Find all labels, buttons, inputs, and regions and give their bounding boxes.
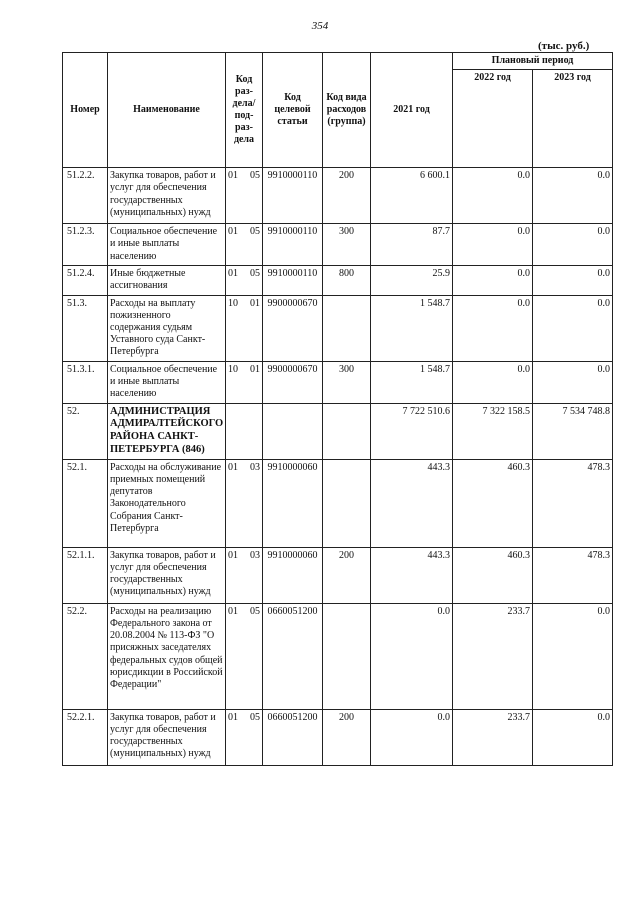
row-section-code xyxy=(226,547,263,603)
table-row xyxy=(63,547,613,603)
row-target-code: 9910000060 xyxy=(263,547,323,603)
row-value-2021: 1 548.7 xyxy=(371,361,453,403)
subsection-code: 03 xyxy=(250,461,260,473)
row-number: 52.2.1. xyxy=(63,709,108,765)
row-value-2023: 0.0 xyxy=(533,224,613,266)
row-expense-code xyxy=(323,295,371,361)
row-value-2021: 7 722 510.6 xyxy=(371,403,453,459)
row-value-2022: 460.3 xyxy=(453,547,533,603)
table-row xyxy=(63,403,613,459)
row-expense-code xyxy=(323,403,371,459)
row-value-2023: 478.3 xyxy=(533,547,613,603)
row-number: 52.1. xyxy=(63,459,108,547)
subsection-code: 03 xyxy=(250,549,260,561)
row-section-code xyxy=(226,361,263,403)
row-value-2023: 0.0 xyxy=(533,709,613,765)
table-row xyxy=(63,224,613,266)
header-section: Код раз-дела/ под-раз-дела xyxy=(226,53,263,168)
subsection-code: 05 xyxy=(250,170,260,182)
subsection-code: 01 xyxy=(250,297,260,309)
row-value-2021: 443.3 xyxy=(371,459,453,547)
row-number: 51.3.1. xyxy=(63,361,108,403)
row-target-code: 0660051200 xyxy=(263,603,323,709)
row-section-code xyxy=(226,295,263,361)
row-name: АДМИНИСТРАЦИЯ АДМИРАЛТЕЙСКОГО РАЙОНА САНКТ-ПЕТЕРБУРГА (846) xyxy=(108,403,226,459)
section-code: 01 xyxy=(228,549,238,561)
row-name: Социальное обеспечение и иные выплаты населению xyxy=(108,224,226,266)
row-name: Закупка товаров, работ и услуг для обеспечения государственных (муниципальных) нужд xyxy=(108,547,226,603)
row-section-code xyxy=(226,403,263,459)
row-number: 51.2.2. xyxy=(63,168,108,224)
row-expense-code: 200 xyxy=(323,547,371,603)
row-expense-code: 300 xyxy=(323,361,371,403)
row-value-2021: 0.0 xyxy=(371,603,453,709)
row-name: Социальное обеспечение и иные выплаты населению xyxy=(108,361,226,403)
row-value-2022: 0.0 xyxy=(453,266,533,295)
row-number: 52. xyxy=(63,403,108,459)
row-expense-code: 300 xyxy=(323,224,371,266)
row-name: Расходы на выплату пожизненного содержания судьям Уставного суда Санкт-Петербурга xyxy=(108,295,226,361)
subsection-code: 05 xyxy=(250,605,260,617)
row-number: 52.1.1. xyxy=(63,547,108,603)
row-value-2021: 6 600.1 xyxy=(371,168,453,224)
row-value-2023: 0.0 xyxy=(533,295,613,361)
row-value-2023: 0.0 xyxy=(533,361,613,403)
row-value-2022: 233.7 xyxy=(453,603,533,709)
row-value-2022: 0.0 xyxy=(453,361,533,403)
row-expense-code: 200 xyxy=(323,168,371,224)
section-code: 01 xyxy=(228,605,238,617)
section-code: 10 xyxy=(228,297,238,309)
row-value-2022: 460.3 xyxy=(453,459,533,547)
row-number: 52.2. xyxy=(63,603,108,709)
row-section-code xyxy=(226,459,263,547)
row-section-code xyxy=(226,168,263,224)
header-target: Код целевой статьи xyxy=(263,53,323,168)
row-value-2023: 478.3 xyxy=(533,459,613,547)
section-code: 10 xyxy=(228,363,238,375)
table-row xyxy=(63,603,613,709)
unit-label: (тыс. руб.) xyxy=(538,40,590,52)
row-name: Расходы на обслуживание приемных помещений депутатов Законодательного Собрания Санкт-Петербурга xyxy=(108,459,226,547)
row-value-2022: 7 322 158.5 xyxy=(453,403,533,459)
row-target-code xyxy=(263,403,323,459)
row-value-2023: 0.0 xyxy=(533,266,613,295)
header-expense: Код вида расходов (группа) xyxy=(323,53,371,168)
section-code: 01 xyxy=(228,226,238,238)
row-section-code xyxy=(226,224,263,266)
row-number: 51.2.3. xyxy=(63,224,108,266)
row-value-2023: 0.0 xyxy=(533,168,613,224)
row-target-code: 9900000670 xyxy=(263,295,323,361)
row-value-2023: 0.0 xyxy=(533,603,613,709)
row-name: Расходы на реализацию Федерального закона от 20.08.2004 № 113-ФЗ "О присяжных заседателях федеральных судов общей юрисдикции в Российской Федерации" xyxy=(108,603,226,709)
row-target-code: 0660051200 xyxy=(263,709,323,765)
row-section-code xyxy=(226,266,263,295)
row-target-code: 9910000060 xyxy=(263,459,323,547)
subsection-code: 05 xyxy=(250,226,260,238)
row-value-2022: 0.0 xyxy=(453,168,533,224)
header-name: Наименование xyxy=(108,53,226,168)
section-code: 01 xyxy=(228,711,238,723)
header-2023: 2023 год xyxy=(533,70,613,168)
subsection-code: 05 xyxy=(250,268,260,280)
header-number: Номер xyxy=(63,53,108,168)
row-value-2021: 25.9 xyxy=(371,266,453,295)
row-section-code xyxy=(226,709,263,765)
row-value-2022: 233.7 xyxy=(453,709,533,765)
table-row xyxy=(63,168,613,224)
table-row xyxy=(63,459,613,547)
row-value-2022: 0.0 xyxy=(453,224,533,266)
row-number: 51.2.4. xyxy=(63,266,108,295)
section-code: 01 xyxy=(228,170,238,182)
table-row xyxy=(63,361,613,403)
table-body xyxy=(63,168,613,766)
row-name: Иные бюджетные ассигнования xyxy=(108,266,226,295)
row-expense-code: 200 xyxy=(323,709,371,765)
row-expense-code xyxy=(323,459,371,547)
row-expense-code: 800 xyxy=(323,266,371,295)
page-number: 354 xyxy=(311,20,329,32)
budget-table xyxy=(62,52,613,766)
row-expense-code xyxy=(323,603,371,709)
row-target-code: 9910000110 xyxy=(263,266,323,295)
row-section-code xyxy=(226,603,263,709)
section-code: 01 xyxy=(228,461,238,473)
row-value-2021: 87.7 xyxy=(371,224,453,266)
row-target-code: 9910000110 xyxy=(263,224,323,266)
table-row xyxy=(63,266,613,295)
row-target-code: 9910000110 xyxy=(263,168,323,224)
table-row xyxy=(63,295,613,361)
header-plan: Плановый период xyxy=(453,53,613,70)
subsection-code: 01 xyxy=(250,363,260,375)
row-value-2021: 1 548.7 xyxy=(371,295,453,361)
row-value-2022: 0.0 xyxy=(453,295,533,361)
row-value-2021: 0.0 xyxy=(371,709,453,765)
subsection-code: 05 xyxy=(250,711,260,723)
row-name: Закупка товаров, работ и услуг для обеспечения государственных (муниципальных) нужд xyxy=(108,709,226,765)
row-target-code: 9900000670 xyxy=(263,361,323,403)
row-name: Закупка товаров, работ и услуг для обеспечения государственных (муниципальных) нужд xyxy=(108,168,226,224)
row-value-2021: 443.3 xyxy=(371,547,453,603)
table-row xyxy=(63,709,613,765)
section-code: 01 xyxy=(228,268,238,280)
header-2022: 2022 год xyxy=(453,70,533,168)
row-value-2023: 7 534 748.8 xyxy=(533,403,613,459)
row-number: 51.3. xyxy=(63,295,108,361)
header-2021: 2021 год xyxy=(371,53,453,168)
